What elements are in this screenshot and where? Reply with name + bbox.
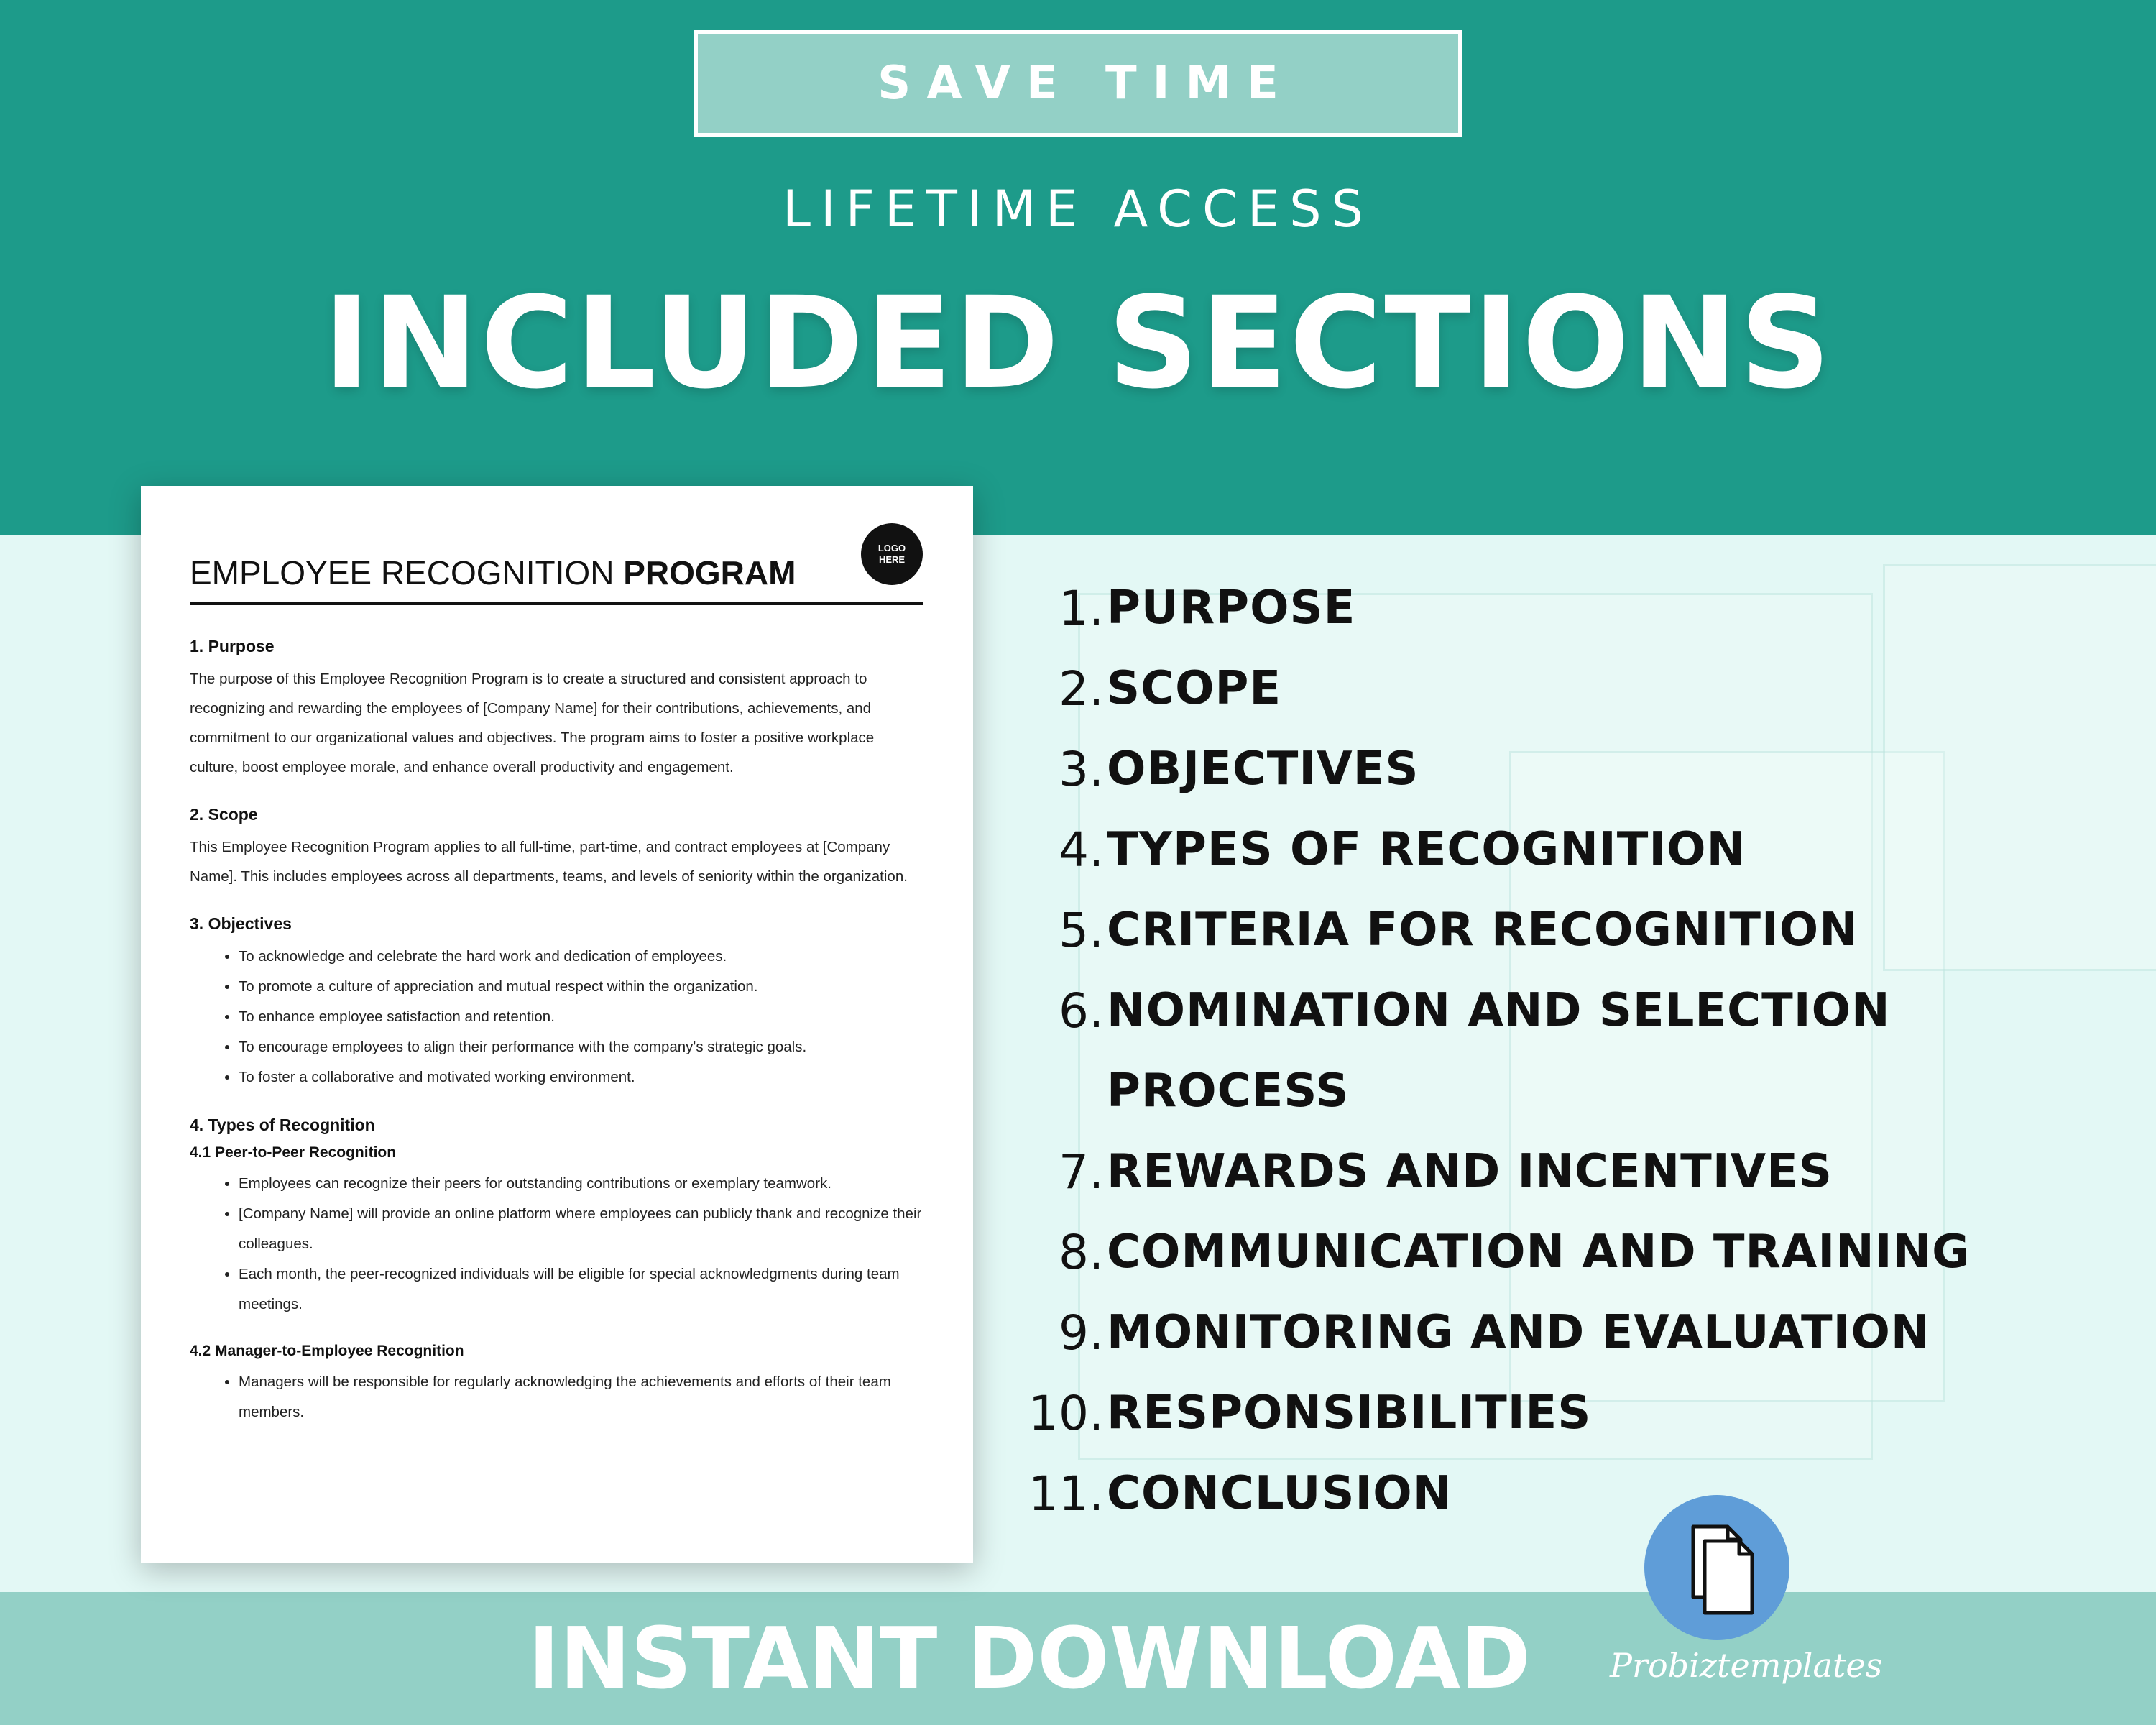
item-number: 3.: [1059, 741, 1104, 797]
list-item: [1021, 568, 2142, 648]
list-item: • To encourage employees to align their performance with the company's strategic goals.: [239, 1032, 923, 1062]
item-number: 2.: [1059, 661, 1104, 717]
item-number: 10.: [1028, 1385, 1104, 1441]
section-text: The purpose of this Employee Recognition Program is to create a structured and consistent approach to recognizing and rewarding the employees of [Company Name] for their contributions, achievements, and commitment to our organizational values and objectives. The program aims to foster a positive workplace culture, boost employee morale, and enhance overall productivity and engagement.: [190, 671, 875, 776]
document-title-regular: EMPLOYEE RECOGNITION: [190, 554, 614, 592]
page-title: INCLUDED SECTIONS: [323, 270, 1833, 417]
list-item: • To foster a collaborative and motivated working environment.: [239, 1062, 923, 1092]
list-item: • Employees can recognize their peers for outstanding contributions or exemplary teamwork.: [239, 1169, 923, 1199]
list-item: • To enhance employee satisfaction and retention.: [239, 1002, 923, 1032]
list-item: [1021, 809, 2142, 890]
list-item: [1021, 1131, 2142, 1212]
item-label: COMMUNICATION AND TRAINING: [1107, 1225, 1971, 1279]
save-time-badge: [694, 30, 1462, 137]
document-preview: [141, 486, 973, 1563]
list-item: [1021, 890, 2142, 970]
section-heading: 4. Types of Recognition: [190, 1116, 375, 1134]
manager-recognition-list: [190, 1367, 923, 1427]
item-label: TYPES OF RECOGNITION: [1107, 823, 1746, 876]
item-label: CRITERIA FOR RECOGNITION: [1107, 903, 1858, 957]
list-item: • To promote a culture of appreciation and mutual respect within the organization.: [239, 972, 923, 1002]
document-header: [190, 543, 923, 598]
item-number: 5.: [1059, 902, 1104, 958]
brand-name: Probiztemplates: [1610, 1646, 1883, 1685]
documents-icon: [1644, 1495, 1789, 1640]
list-item: [1021, 1373, 2142, 1453]
item-label: CONCLUSION: [1107, 1467, 1452, 1520]
item-label: OBJECTIVES: [1107, 742, 1419, 796]
section-heading: 3. Objectives: [190, 914, 292, 933]
subsection-heading: 4.1 Peer-to-Peer Recognition: [190, 1144, 397, 1161]
peer-recognition-list: [190, 1169, 923, 1320]
brand-badge: [1644, 1495, 1789, 1640]
item-number: 7.: [1059, 1144, 1104, 1200]
logo-placeholder: [861, 523, 923, 585]
list-item: [1021, 1212, 2142, 1292]
item-number: 8.: [1059, 1224, 1104, 1280]
item-number: 9.: [1059, 1305, 1104, 1361]
title-divider: [190, 602, 923, 605]
list-item: • Each month, the peer-recognized individuals will be eligible for special acknowledgments during team meetings.: [239, 1259, 923, 1320]
included-sections-list: [1021, 568, 2142, 1534]
section-text: This Employee Recognition Program applies to all full-time, part-time, and contract employees at [Company Name]. This includes employees across all departments, teams, and levels of seniority within the organization.: [190, 839, 908, 885]
section-heading: 2. Scope: [190, 805, 258, 824]
document-title: [190, 548, 923, 598]
list-item: [1021, 729, 2142, 809]
item-number: 4.: [1059, 822, 1104, 878]
item-number: 1.: [1059, 580, 1104, 636]
list-item-continuation: [1021, 1051, 2142, 1131]
item-label: RESPONSIBILITIES: [1107, 1386, 1592, 1440]
list-item: • Managers will be responsible for regularly acknowledging the achievements and efforts of their team members.: [239, 1367, 923, 1427]
list-item: [1021, 648, 2142, 729]
item-label: PURPOSE: [1107, 581, 1356, 635]
document-title-bold: PROGRAM: [623, 554, 796, 592]
lifetime-access-text: LIFETIME ACCESS: [783, 180, 1373, 239]
objectives-list: [190, 942, 923, 1092]
list-item: [1021, 1453, 2142, 1534]
logo-text-line1: LOGO: [877, 543, 906, 553]
document-body: [190, 543, 923, 1449]
list-item: • To acknowledge and celebrate the hard work and dedication of employees.: [239, 942, 923, 972]
item-label: SCOPE: [1107, 662, 1282, 715]
item-label: PROCESS: [1107, 1064, 1350, 1118]
item-number: 11.: [1028, 1466, 1104, 1522]
instant-download-text: INSTANT DOWNLOAD: [528, 1609, 1531, 1708]
item-label: MONITORING AND EVALUATION: [1107, 1306, 1930, 1359]
logo-text-line2: HERE: [878, 554, 906, 565]
subsection-heading: 4.2 Manager-to-Employee Recognition: [190, 1343, 464, 1359]
list-item: • [Company Name] will provide an online platform where employees can publicly thank and recognize their colleagues.: [239, 1199, 923, 1259]
item-label: NOMINATION AND SELECTION: [1107, 984, 1891, 1037]
list-item: [1021, 1292, 2142, 1373]
list-item: [1021, 970, 2142, 1051]
section-heading: 1. Purpose: [190, 637, 275, 656]
save-time-text: SAVE TIME: [877, 57, 1294, 110]
item-number: 6.: [1059, 983, 1104, 1039]
item-label: REWARDS AND INCENTIVES: [1107, 1145, 1833, 1198]
